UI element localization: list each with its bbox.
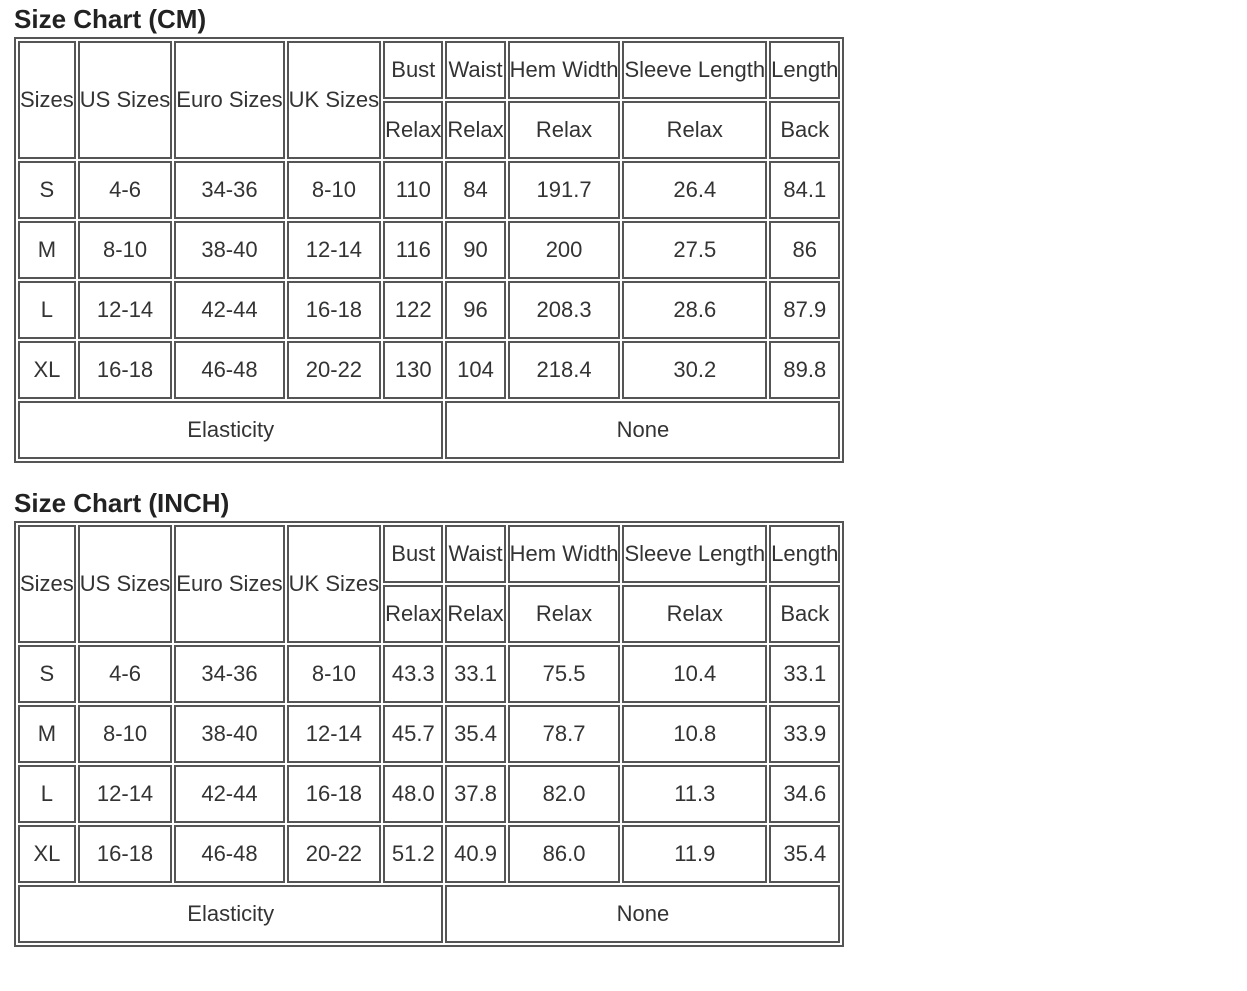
table-row (18, 221, 840, 279)
measurement-cell: 42-44 (174, 281, 284, 339)
elasticity-label: Elasticity (18, 401, 443, 459)
column-subheader: Relax (508, 101, 621, 159)
elasticity-value: None (445, 885, 840, 943)
size-label-cell: XL (18, 341, 76, 399)
measurement-cell: 42-44 (174, 765, 284, 823)
table-row (18, 825, 840, 883)
chart-title: Size Chart (CM) (14, 4, 207, 34)
measurement-cell: 27.5 (622, 221, 767, 279)
column-subheader: Relax (383, 585, 443, 643)
measurement-cell: 84 (445, 161, 505, 219)
measurement-cell: 51.2 (383, 825, 443, 883)
measurement-cell: 43.3 (383, 645, 443, 703)
column-header: Sizes (18, 41, 76, 159)
measurement-cell: 78.7 (508, 705, 621, 763)
measurement-cell: 35.4 (769, 825, 840, 883)
measurement-cell: 130 (383, 341, 443, 399)
measurement-cell: 28.6 (622, 281, 767, 339)
measurement-cell: 110 (383, 161, 443, 219)
size-label-cell: M (18, 705, 76, 763)
column-header: UK Sizes (287, 525, 381, 643)
measurement-cell: 33.9 (769, 705, 840, 763)
measurement-cell: 89.8 (769, 341, 840, 399)
measurement-cell: 8-10 (287, 645, 381, 703)
measurement-cell: 48.0 (383, 765, 443, 823)
column-subheader: Relax (445, 585, 505, 643)
measurement-cell: 11.3 (622, 765, 767, 823)
measurement-cell: 200 (508, 221, 621, 279)
header-row (18, 525, 840, 583)
table-row (18, 645, 840, 703)
measurement-cell: 38-40 (174, 705, 284, 763)
size-label-cell: M (18, 221, 76, 279)
table-body (18, 525, 840, 943)
column-header: Sizes (18, 525, 76, 643)
measurement-cell: 35.4 (445, 705, 505, 763)
measurement-cell: 84.1 (769, 161, 840, 219)
table-row (18, 765, 840, 823)
column-subheader: Relax (622, 585, 767, 643)
column-header: Euro Sizes (174, 41, 284, 159)
measurement-cell: 82.0 (508, 765, 621, 823)
measurement-cell: 96 (445, 281, 505, 339)
measurement-cell: 116 (383, 221, 443, 279)
column-subheader: Back (769, 585, 840, 643)
column-header: US Sizes (78, 525, 172, 643)
column-header: Bust (383, 525, 443, 583)
measurement-cell: 4-6 (78, 645, 172, 703)
measurement-cell: 16-18 (287, 281, 381, 339)
measurement-cell: 191.7 (508, 161, 621, 219)
measurement-cell: 8-10 (78, 221, 172, 279)
table-body (18, 41, 840, 459)
column-header: Sleeve Length (622, 41, 767, 99)
column-header: Sleeve Length (622, 525, 767, 583)
measurement-cell: 75.5 (508, 645, 621, 703)
measurement-cell: 33.1 (769, 645, 840, 703)
column-subheader: Relax (445, 101, 505, 159)
measurement-cell: 34-36 (174, 645, 284, 703)
measurement-cell: 16-18 (287, 765, 381, 823)
column-header: Length (769, 525, 840, 583)
measurement-cell: 34-36 (174, 161, 284, 219)
column-header: Bust (383, 41, 443, 99)
measurement-cell: 8-10 (78, 705, 172, 763)
measurement-cell: 12-14 (287, 705, 381, 763)
measurement-cell: 16-18 (78, 341, 172, 399)
size-label-cell: S (18, 645, 76, 703)
measurement-cell: 208.3 (508, 281, 621, 339)
measurement-cell: 218.4 (508, 341, 621, 399)
size-table (14, 521, 844, 947)
measurement-cell: 86 (769, 221, 840, 279)
measurement-cell: 12-14 (287, 221, 381, 279)
size-table (14, 37, 844, 463)
table-row (18, 161, 840, 219)
measurement-cell: 90 (445, 221, 505, 279)
size-label-cell: L (18, 765, 76, 823)
measurement-cell: 34.6 (769, 765, 840, 823)
column-subheader: Relax (622, 101, 767, 159)
column-subheader: Relax (508, 585, 621, 643)
column-subheader: Relax (383, 101, 443, 159)
column-header: US Sizes (78, 41, 172, 159)
measurement-cell: 4-6 (78, 161, 172, 219)
column-header: Waist (445, 525, 505, 583)
measurement-cell: 10.4 (622, 645, 767, 703)
column-header: UK Sizes (287, 41, 381, 159)
measurement-cell: 26.4 (622, 161, 767, 219)
measurement-cell: 46-48 (174, 825, 284, 883)
measurement-cell: 11.9 (622, 825, 767, 883)
elasticity-label: Elasticity (18, 885, 443, 943)
elasticity-value: None (445, 401, 840, 459)
measurement-cell: 40.9 (445, 825, 505, 883)
chart-title: Size Chart (INCH) (14, 488, 230, 518)
column-header: Hem Width (508, 525, 621, 583)
elasticity-row (18, 401, 840, 459)
measurement-cell: 33.1 (445, 645, 505, 703)
column-header: Euro Sizes (174, 525, 284, 643)
measurement-cell: 12-14 (78, 281, 172, 339)
measurement-cell: 37.8 (445, 765, 505, 823)
measurement-cell: 46-48 (174, 341, 284, 399)
size-label-cell: XL (18, 825, 76, 883)
measurement-cell: 16-18 (78, 825, 172, 883)
measurement-cell: 38-40 (174, 221, 284, 279)
measurement-cell: 8-10 (287, 161, 381, 219)
table-row (18, 341, 840, 399)
elasticity-row (18, 885, 840, 943)
measurement-cell: 87.9 (769, 281, 840, 339)
header-row (18, 41, 840, 99)
table-row (18, 705, 840, 763)
measurement-cell: 122 (383, 281, 443, 339)
size-label-cell: S (18, 161, 76, 219)
measurement-cell: 20-22 (287, 341, 381, 399)
measurement-cell: 12-14 (78, 765, 172, 823)
measurement-cell: 45.7 (383, 705, 443, 763)
measurement-cell: 10.8 (622, 705, 767, 763)
measurement-cell: 20-22 (287, 825, 381, 883)
measurement-cell: 104 (445, 341, 505, 399)
column-header: Waist (445, 41, 505, 99)
column-header: Hem Width (508, 41, 621, 99)
measurement-cell: 30.2 (622, 341, 767, 399)
table-row (18, 281, 840, 339)
column-subheader: Back (769, 101, 840, 159)
column-header: Length (769, 41, 840, 99)
measurement-cell: 86.0 (508, 825, 621, 883)
size-label-cell: L (18, 281, 76, 339)
